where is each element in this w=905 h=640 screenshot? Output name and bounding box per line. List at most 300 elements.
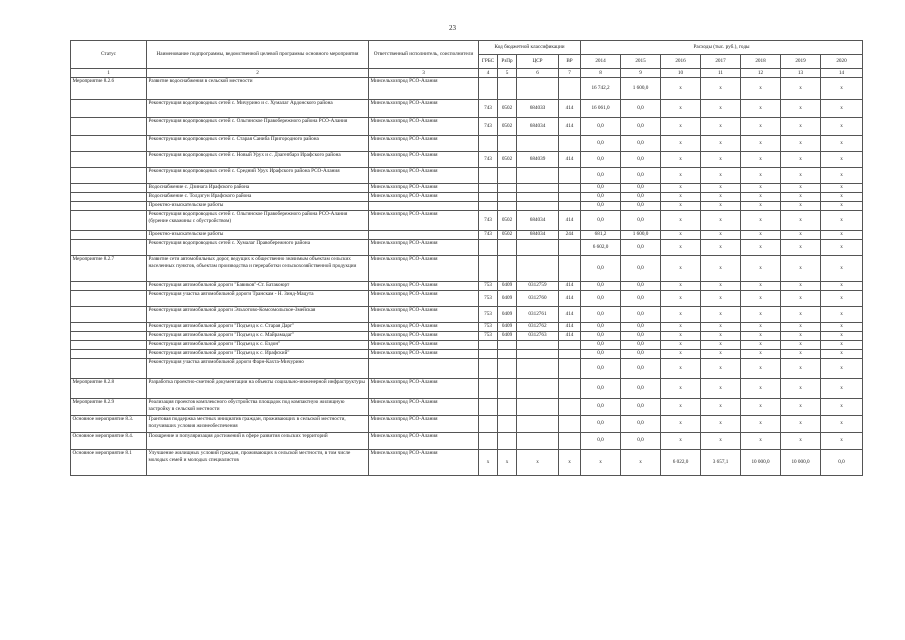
cell-kbk [498,358,517,378]
cell-value: х [741,99,781,117]
cell-kbk [517,340,559,349]
cell-executor: Минсельхозпрод РСО-Алания [369,210,479,230]
cell-kbk: 414 [559,306,581,322]
header-executor: Ответственный исполнитель, соисполнители [369,41,479,69]
cell-value: х [741,117,781,135]
cell-value: 0,0 [621,281,661,290]
cell-executor: Минсельхозпрод РСО-Алания [369,432,479,449]
cell-status: Мероприятие 8.2.9 [71,398,147,415]
table-row [71,378,863,398]
cell-kbk [517,201,559,210]
cell-kbk [517,398,559,415]
cell-value: 0,0 [621,322,661,331]
cell-value: х [781,281,821,290]
header-year-1: 2015 [621,55,661,69]
cell-value: 0,0 [581,210,621,230]
header-colnum-4: 5 [498,69,517,78]
cell-kbk [517,255,559,281]
cell-name: Водоснабжение с. Толдзгун Ирафского района [147,192,369,201]
cell-kbk [479,432,498,449]
cell-kbk [559,340,581,349]
cell-kbk: 753 [479,281,498,290]
cell-kbk [479,378,498,398]
cell-value: 0,0 [581,281,621,290]
cell-kbk [559,192,581,201]
cell-kbk [498,255,517,281]
cell-kbk: 0312762 [517,322,559,331]
cell-name: Развитие водоснабжения в сельской местности [147,77,369,99]
table-row [71,99,863,117]
cell-value: х [741,183,781,192]
cell-kbk [479,340,498,349]
table-row [71,183,863,192]
cell-value: х [821,77,863,99]
cell-kbk [517,239,559,255]
header-year-2: 2016 [661,55,701,69]
cell-kbk: 743 [479,99,498,117]
cell-value: 0,0 [621,255,661,281]
cell-kbk [498,415,517,432]
header-colnum-11: 12 [741,69,781,78]
cell-executor: Минсельхозпрод РСО-Алания [369,99,479,117]
cell-value: х [821,331,863,340]
cell-value: 0,0 [621,331,661,340]
cell-value: х [781,306,821,322]
table-row [71,306,863,322]
cell-value: х [701,331,741,340]
cell-status: Мероприятие 8.2.8 [71,378,147,398]
table-row [71,192,863,201]
cell-kbk [559,378,581,398]
cell-kbk: 0312760 [517,290,559,306]
cell-value: х [701,201,741,210]
header-colnum-0: 1 [71,69,147,78]
cell-kbk: 414 [559,281,581,290]
cell-value: х [661,192,701,201]
cell-kbk: 0502 [498,210,517,230]
cell-kbk: 0409 [498,306,517,322]
cell-kbk: 684039 [517,151,559,167]
cell-value: 0,0 [581,322,621,331]
cell-kbk [479,398,498,415]
cell-kbk: х [559,449,581,475]
cell-kbk: 753 [479,290,498,306]
cell-value: 0,0 [581,255,621,281]
cell-value: х [821,151,863,167]
cell-status [71,201,147,210]
cell-value: 0,0 [581,135,621,151]
cell-value: х [781,117,821,135]
cell-value: 0,0 [621,358,661,378]
cell-value: х [701,239,741,255]
cell-kbk: 0502 [498,117,517,135]
cell-kbk [498,77,517,99]
header-kbk: Код бюджетной классификации [479,41,581,55]
cell-value: 10 000,0 [781,449,821,475]
cell-status [71,151,147,167]
header-colnum-9: 10 [661,69,701,78]
header-year-6: 2020 [821,55,863,69]
table-row [71,415,863,432]
cell-value: х [701,151,741,167]
cell-value: х [741,135,781,151]
cell-executor: Минсельхозпрод РСО-Алания [369,340,479,349]
cell-name: Реконструкция участка автомобильной дороги Транскам - Н. Зинд-Мацута [147,290,369,306]
budget-table [70,40,863,476]
cell-kbk [559,432,581,449]
cell-kbk: 414 [559,117,581,135]
cell-kbk: 6840ЗЗ [517,99,559,117]
cell-kbk [498,167,517,183]
cell-name: Реконструкция автомобильной дороги "Подъезд к с. Ездон" [147,340,369,349]
cell-value: х [741,398,781,415]
cell-kbk [559,77,581,99]
cell-executor: Минсельхозпрод РСО-Алания [369,449,479,475]
cell-status [71,358,147,378]
cell-name: Грантовая поддержка местных инициатив граждан, проживающих в сельской местности, получивших условия жизнеобеспечения [147,415,369,432]
cell-value: х [821,432,863,449]
cell-value: х [741,358,781,378]
cell-kbk [517,135,559,151]
table-row [71,331,863,340]
cell-kbk [517,167,559,183]
page-number: 23 [449,24,456,32]
cell-value: х [661,349,701,358]
cell-value: 3 657,1 [701,449,741,475]
cell-executor: Минсельхозпрод РСО-Алания [369,151,479,167]
cell-kbk [517,378,559,398]
cell-value: 16 061,0 [581,99,621,117]
cell-value: х [781,415,821,432]
cell-value: 0,0 [621,210,661,230]
cell-kbk: 0409 [498,322,517,331]
cell-value: х [741,306,781,322]
cell-value: 0,0 [581,398,621,415]
cell-status [71,290,147,306]
cell-executor: Минсельхозпрод РСО-Алания [369,281,479,290]
cell-value: 0,0 [621,151,661,167]
cell-kbk [559,398,581,415]
header-expenses: Расходы (тыс. руб.), годы [581,41,863,55]
cell-value: 6 022,0 [661,449,701,475]
cell-kbk [479,192,498,201]
cell-value: х [701,255,741,281]
cell-kbk: 684034 [517,210,559,230]
cell-kbk [559,255,581,281]
cell-value: х [701,398,741,415]
cell-value: х [781,349,821,358]
cell-value: х [661,255,701,281]
cell-value: х [781,151,821,167]
cell-value: х [821,135,863,151]
cell-value: х [661,306,701,322]
cell-value: 0,0 [581,183,621,192]
cell-value: х [781,322,821,331]
cell-value: х [821,99,863,117]
cell-value: 0,0 [621,117,661,135]
cell-value: х [661,239,701,255]
header-colnum-6: 7 [559,69,581,78]
cell-executor: Минсельхозпрод РСО-Алания [369,306,479,322]
header-name: Наименование подпрограммы, ведомственной целевой программы основного мероприятия [147,41,369,69]
cell-status [71,230,147,239]
cell-name: Реконструкция водопроводных сетей с. Новый Урух и с. Дзагепбарз Ирафского района [147,151,369,167]
cell-value: х [741,290,781,306]
cell-kbk: 414 [559,322,581,331]
table-row [71,239,863,255]
cell-value: 0,0 [581,358,621,378]
table-row [71,398,863,415]
cell-value: х [821,306,863,322]
cell-value: х [781,239,821,255]
cell-value: 0,0 [821,449,863,475]
table-row [71,135,863,151]
cell-value: х [701,290,741,306]
cell-value: х [781,358,821,378]
header-year-5: 2019 [781,55,821,69]
cell-kbk: 743 [479,230,498,239]
cell-value: х [821,349,863,358]
cell-value: 0,0 [621,415,661,432]
cell-kbk: 0502 [498,99,517,117]
cell-value: х [821,290,863,306]
cell-value: 0,0 [621,290,661,306]
cell-executor: Минсельхозпрод РСО-Алания [369,378,479,398]
cell-name: Реконструкция водопроводных сетей с. Старая Саниба Пригородного района [147,135,369,151]
cell-value: х [661,99,701,117]
cell-executor [369,201,479,210]
cell-status [71,306,147,322]
header-colnum-12: 13 [781,69,821,78]
cell-value: х [661,135,701,151]
cell-value: 0,0 [621,99,661,117]
table-row [71,432,863,449]
cell-value: х [821,192,863,201]
cell-value: х [741,77,781,99]
cell-value: х [701,192,741,201]
cell-value: х [741,230,781,239]
cell-value: х [621,449,661,475]
cell-name: Реконструкция водопроводных сетей с. Средний Урух Ирафского района РСО-Алания [147,167,369,183]
cell-kbk [498,340,517,349]
cell-value: 0,0 [581,432,621,449]
cell-kbk [479,167,498,183]
cell-executor: Минсельхозпрод РСО-Алания [369,322,479,331]
header-colnum-1: 2 [147,69,369,78]
cell-status: Основное мероприятие 8.3. [71,415,147,432]
cell-value: 0,0 [581,201,621,210]
header-colnum-2: 3 [369,69,479,78]
cell-kbk [517,432,559,449]
cell-value: х [781,331,821,340]
cell-value: 0,0 [581,340,621,349]
cell-value: х [701,117,741,135]
cell-value: х [741,378,781,398]
cell-value: 0,0 [621,340,661,349]
cell-name: Реконструкция водопроводных сетей с. Ольгинское Правобережного района РСО-Алания (бурение скважины с обустройством) [147,210,369,230]
cell-executor: Минсельхозпрод РСО-Алания [369,331,479,340]
cell-kbk [498,201,517,210]
cell-kbk [498,192,517,201]
cell-executor: Минсельхозпрод РСО-Алания [369,290,479,306]
cell-value: х [701,322,741,331]
cell-name: Реконструкция автомобильной дороги "Подъезд к с. Майрамадаг" [147,331,369,340]
cell-value: 0,0 [621,432,661,449]
cell-status [71,167,147,183]
table-row [71,449,863,475]
cell-value: х [741,331,781,340]
cell-kbk: 244 [559,230,581,239]
cell-executor: Минсельхозпрод РСО-Алания [369,117,479,135]
cell-kbk: 414 [559,99,581,117]
cell-value: 1 600,0 [621,230,661,239]
cell-status [71,349,147,358]
cell-name: Развитие сети автомобильных дорог, ведущих к общественно значимым объектам сельских населенных пунктов, объектам производства и переработки сельскохозяйственной продукции [147,255,369,281]
cell-kbk: 753 [479,331,498,340]
cell-kbk: 0312759 [517,281,559,290]
cell-value: х [821,167,863,183]
cell-value: 0,0 [581,378,621,398]
cell-value: х [741,151,781,167]
cell-value: 0,0 [621,378,661,398]
cell-value: х [821,183,863,192]
cell-value: х [701,415,741,432]
cell-kbk: 684034 [517,117,559,135]
header-year-3: 2017 [701,55,741,69]
cell-value: х [821,210,863,230]
cell-value: х [741,167,781,183]
cell-kbk [479,358,498,378]
cell-value: 0,0 [581,192,621,201]
cell-executor [369,358,479,378]
table-row [71,255,863,281]
table-row [71,358,863,378]
cell-kbk [559,415,581,432]
cell-name: Реализация проектов комплексного обустройства площадок под компактную жилищную застройку в сельской местности [147,398,369,415]
table-row [71,167,863,183]
header-kbk-2: ЦСР [517,55,559,69]
cell-executor: Минсельхозпрод РСО-Алания [369,349,479,358]
cell-value: х [821,201,863,210]
cell-kbk [498,239,517,255]
cell-value: х [701,99,741,117]
cell-value: х [661,201,701,210]
cell-value: х [661,230,701,239]
cell-status: Основное мероприятие 8.4. [71,432,147,449]
cell-value: х [741,210,781,230]
cell-executor: Минсельхозпрод РСО-Алания [369,239,479,255]
cell-value: х [741,239,781,255]
cell-value: х [821,340,863,349]
cell-kbk [479,349,498,358]
cell-value: х [661,432,701,449]
cell-value: х [701,230,741,239]
cell-value: х [781,99,821,117]
cell-executor [369,230,479,239]
cell-kbk: х [498,449,517,475]
cell-kbk [498,135,517,151]
cell-status [71,340,147,349]
cell-value: х [781,77,821,99]
cell-value: 0,0 [621,239,661,255]
cell-value: 16 742,2 [581,77,621,99]
cell-kbk [559,135,581,151]
cell-value: х [741,340,781,349]
cell-value: х [661,340,701,349]
cell-executor: Минсельхозпрод РСО-Алания [369,255,479,281]
cell-value: х [661,358,701,378]
table-row [71,349,863,358]
cell-value: х [781,230,821,239]
cell-value: х [821,378,863,398]
cell-value: 0,0 [621,192,661,201]
cell-name: Реконструкция автомобильной дороги "Бавиков"-Ст. Батакоюрт [147,281,369,290]
cell-name: Реконструкция водопроводных сетей с. Ольгинское Правобережного района РСО-Алания [147,117,369,135]
cell-kbk: 684034 [517,230,559,239]
cell-status: Мероприятие 8.2.7 [71,255,147,281]
cell-kbk [498,183,517,192]
cell-kbk [498,378,517,398]
cell-executor: Минсельхозпрод РСО-Алания [369,167,479,183]
cell-executor: Минсельхозпрод РСО-Алания [369,77,479,99]
cell-value: х [661,281,701,290]
table-row [71,151,863,167]
cell-name: Проектно-изыскательские работы [147,230,369,239]
cell-kbk [559,183,581,192]
header-colnum-8: 9 [621,69,661,78]
cell-kbk: 0312761 [517,306,559,322]
cell-value: х [661,290,701,306]
table-row [71,281,863,290]
cell-name: Реконструкция водопроводных сетей с. Мичурино и с. Хумалаг Ардонского района [147,99,369,117]
cell-value: х [821,398,863,415]
cell-value: х [741,201,781,210]
cell-value: х [821,358,863,378]
header-year-0: 2014 [581,55,621,69]
cell-value: х [741,322,781,331]
cell-kbk [559,201,581,210]
cell-value: 1 600,0 [621,77,661,99]
cell-name: Реконструкция автомобильной дороги "Подъезд к с. Ирафский" [147,349,369,358]
cell-value: х [701,77,741,99]
cell-value: х [821,415,863,432]
cell-executor: Минсельхозпрод РСО-Алания [369,192,479,201]
cell-name: Поощрение и популяризация достижений в сфере развития сельских территорий [147,432,369,449]
cell-kbk [479,183,498,192]
cell-value: х [701,378,741,398]
cell-name: Реконструкция участка автомобильной дороги Фарн-Кахта-Мичурино [147,358,369,378]
cell-status [71,117,147,135]
cell-kbk: 414 [559,331,581,340]
table-row [71,340,863,349]
cell-name: Разработка проектно-сметной документации на объекты социально-инженерной инфраструктуры [147,378,369,398]
header-kbk-3: ВР [559,55,581,69]
header-status: Статус [71,41,147,69]
cell-name: Реконструкция водопроводных сетей с. Хумалаг Правобережного района [147,239,369,255]
cell-value: 0,0 [581,306,621,322]
cell-kbk [479,255,498,281]
cell-value: 0,0 [621,135,661,151]
cell-value: х [821,281,863,290]
cell-kbk [517,77,559,99]
table-row [71,290,863,306]
cell-kbk: 0409 [498,331,517,340]
cell-value: х [741,192,781,201]
cell-executor: Минсельхозпрод РСО-Алания [369,398,479,415]
cell-kbk: 414 [559,151,581,167]
cell-kbk: 414 [559,210,581,230]
header-colnum-5: 6 [517,69,559,78]
